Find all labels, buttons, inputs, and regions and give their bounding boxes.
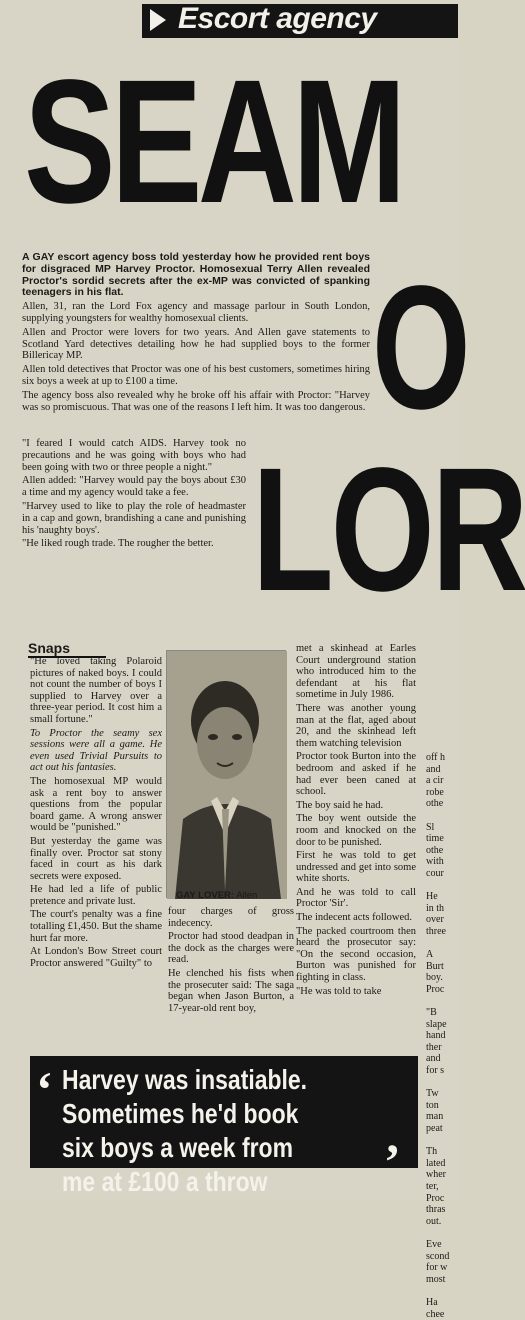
body-paragraph: "He liked rough trade. The rougher the better. — [22, 538, 246, 550]
photo-caption — [176, 890, 257, 901]
edge-column-line: in th — [426, 903, 458, 915]
edge-column-line: chee — [426, 1309, 458, 1320]
body-paragraph: There was another young man at the flat, aged about 20, and the skinhead left them watching television — [296, 703, 416, 749]
edge-column-line — [426, 810, 458, 822]
edge-column-line: with — [426, 856, 458, 868]
headline-line-2: O — [372, 258, 471, 438]
body-paragraph: At London's Bow Street court Proctor answered "Guilty" to — [30, 946, 162, 969]
edge-column-line: Ha — [426, 1297, 458, 1309]
close-quote-icon: ’ — [384, 1132, 401, 1190]
edge-column-line: for w — [426, 1262, 458, 1274]
kicker-title: Escort agency — [178, 2, 377, 36]
portrait-photo — [166, 650, 286, 898]
edge-column-line: Tw — [426, 1088, 458, 1100]
body-paragraph: "Harvey used to like to play the role of headmaster in a cap and gown, brandishing a cane and punishing his 'naughty boys'. — [22, 501, 246, 536]
edge-column-line: slape — [426, 1019, 458, 1031]
edge-column-line: "B — [426, 1007, 458, 1019]
edge-column-line: Eve — [426, 1239, 458, 1251]
intro-paragraph: Allen, 31, ran the Lord Fox agency and massage parlour in South London, supplying youngsters for wealthy homosexual clients. — [22, 301, 370, 325]
lead-paragraph: A GAY escort agency boss told yesterday how he provided rent boys for disgraced MP Harvey Proctor. Homosexual Terry Allen revealed Proctor's sordid secrets after the ex-MP was convicted of spanking teenagers in his flat. — [22, 252, 370, 299]
edge-column-line: out. — [426, 1216, 458, 1228]
body-paragraph: The boy said he had. — [296, 800, 416, 812]
edge-column-line: A — [426, 949, 458, 961]
edge-column-line: time — [426, 833, 458, 845]
body-paragraph: "He was told to take — [296, 986, 416, 998]
body-paragraph: met a skinhead at Earles Court underground station who introduced him to the defendant at his flat sometime in July 1986. — [296, 643, 416, 701]
edge-column-line: thras — [426, 1204, 458, 1216]
body-paragraph: four charges of gross indecency. — [168, 906, 294, 929]
edge-column-line: over — [426, 914, 458, 926]
body-paragraph: Allen added: "Harvey would pay the boys about £30 a time and my agency would take a fee. — [22, 475, 246, 499]
body-paragraph: And he was told to call Proctor 'Sir'. — [296, 887, 416, 910]
body-paragraph: Proctor had stood deadpan in the dock as the charges were read. — [168, 931, 294, 966]
edge-column-line: Proc — [426, 1193, 458, 1205]
article-intro — [22, 252, 370, 415]
pull-quote-line: six boys a week from — [62, 1131, 349, 1165]
body-paragraph: The packed courtroom then heard the prosecutor say: "On the second occasion, Burton was punished for fighting in class. — [296, 926, 416, 984]
left-column — [22, 438, 246, 552]
edge-column-line: lated — [426, 1158, 458, 1170]
edge-column-line: most — [426, 1274, 458, 1286]
edge-column-line: Proc — [426, 984, 458, 996]
subhead-snaps: Snaps — [28, 640, 106, 658]
headline-line-3: LOR — [252, 440, 525, 620]
column-right — [296, 643, 416, 999]
edge-column-line: othe — [426, 845, 458, 857]
edge-column-line — [426, 1135, 458, 1147]
pull-quote-line: me at £100 a throw — [62, 1165, 349, 1199]
pull-quote-line: Sometimes he'd book — [62, 1097, 349, 1131]
edge-column-line: robe — [426, 787, 458, 799]
body-paragraph: "I feared I would catch AIDS. Harvey took no precautions and he was going with boys who had been going with two or three people a night." — [22, 438, 246, 473]
edge-column-line — [426, 1227, 458, 1239]
open-quote-icon: ‘ — [36, 1060, 53, 1118]
edge-column-line: othe — [426, 798, 458, 810]
body-paragraph: First he was told to get undressed and get into some white shorts. — [296, 850, 416, 885]
column-snaps — [30, 656, 162, 971]
edge-column-line: ter, — [426, 1181, 458, 1193]
edge-column-line: a cir — [426, 775, 458, 787]
body-paragraph-italic: To Proctor the seamy sex sessions were all a game. He even used Trivial Pursuits to act out his fantasies. — [30, 728, 162, 774]
edge-column-line: three — [426, 926, 458, 938]
column-middle — [168, 906, 294, 1016]
edge-column-line: scond — [426, 1251, 458, 1263]
edge-column-line — [426, 938, 458, 950]
edge-column-line: hand — [426, 1030, 458, 1042]
edge-column-line: He — [426, 891, 458, 903]
body-paragraph: The homosexual MP would ask a rent boy to answer questions from the popular board game. A wrong answer would be "punished." — [30, 776, 162, 834]
headline-line-1: SEAM — [24, 52, 402, 232]
edge-column — [426, 752, 458, 1320]
edge-column-line: and — [426, 764, 458, 776]
edge-column-line: Th — [426, 1146, 458, 1158]
edge-column-line: boy. — [426, 972, 458, 984]
pull-quote — [62, 1063, 349, 1199]
edge-column-line: off h — [426, 752, 458, 764]
edge-column-line: for s — [426, 1065, 458, 1077]
edge-column-line: and — [426, 1053, 458, 1065]
caption-label: GAY LOVER: — [176, 890, 234, 901]
edge-column-line: ther — [426, 1042, 458, 1054]
body-paragraph: Proctor took Burton into the bedroom and asked if he had ever been caned at school. — [296, 751, 416, 797]
body-paragraph: The indecent acts followed. — [296, 912, 416, 924]
edge-column-line: ton — [426, 1100, 458, 1112]
edge-column-line — [426, 995, 458, 1007]
edge-column-line: peat — [426, 1123, 458, 1135]
body-paragraph: But yesterday the game was finally over. Proctor sat stony faced in court as his dark secrets were exposed. — [30, 836, 162, 882]
intro-paragraph: The agency boss also revealed why he broke off his affair with Proctor: "Harvey was so promiscuous. That was one of the reasons I left him. It was too dangerous. — [22, 390, 370, 414]
pull-quote-line: Harvey was insatiable. — [62, 1063, 349, 1097]
body-paragraph: "He loved taking Polaroid pictures of naked boys. I could not count the number of boys I supplied to Harvey over a three-year period. It cost him a small fortune." — [30, 656, 162, 726]
portrait-image — [167, 651, 287, 899]
arrow-icon — [150, 9, 166, 31]
body-paragraph: The court's penalty was a fine totalling £1,450. But the shame hurt far more. — [30, 909, 162, 944]
edge-column-line: cour — [426, 868, 458, 880]
edge-column-line: Burt — [426, 961, 458, 973]
edge-column-line: wher — [426, 1169, 458, 1181]
edge-column-line — [426, 880, 458, 892]
edge-column-line — [426, 1077, 458, 1089]
intro-paragraph: Allen told detectives that Proctor was one of his best customers, sometimes hiring six boys a week at up to £100 a time. — [22, 364, 370, 388]
caption-name: Allen — [234, 890, 257, 901]
body-paragraph: He had led a life of public pretence and private lust. — [30, 884, 162, 907]
edge-column-line: man — [426, 1111, 458, 1123]
intro-paragraph: Allen and Proctor were lovers for two years. And Allen gave statements to Scotland Yard detectives detailing how he had supplied boys to the former Billericay MP. — [22, 327, 370, 362]
edge-column-line: Sl — [426, 822, 458, 834]
body-paragraph: He clenched his fists when the prosecuter said: The saga began when Jason Burton, a 17-year-old rent boy, — [168, 968, 294, 1014]
body-paragraph: The boy went outside the room and knocked on the door to be punished. — [296, 813, 416, 848]
edge-column-line — [426, 1285, 458, 1297]
